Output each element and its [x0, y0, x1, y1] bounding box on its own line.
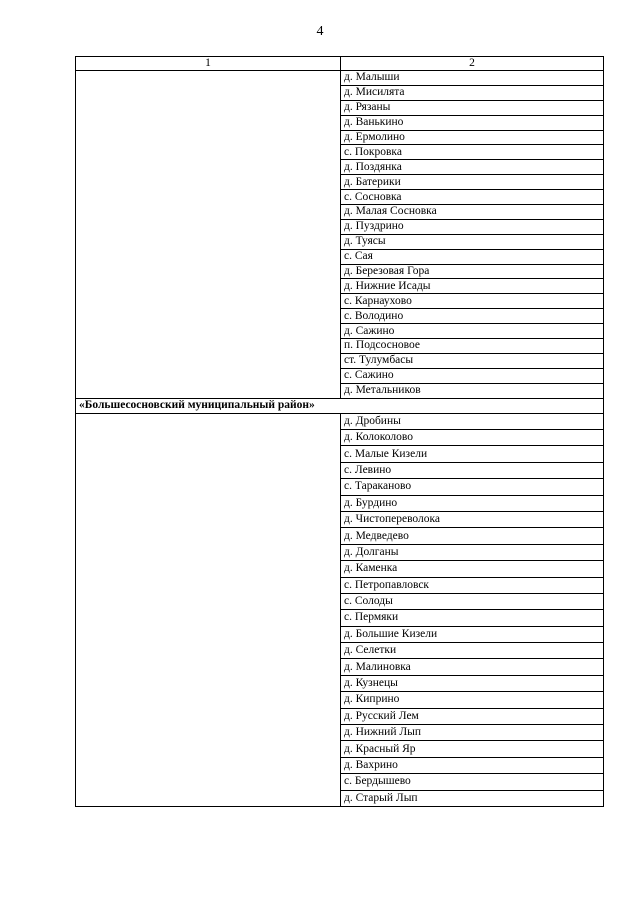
settlement-cell: д. Киприно: [341, 692, 604, 708]
settlement-cell: с. Бердышево: [341, 774, 604, 790]
settlement-cell: д. Каменка: [341, 561, 604, 577]
settlement-cell: с. Карнаухово: [341, 294, 604, 309]
section-title: «Большесосновский муниципальный район»: [76, 398, 604, 413]
settlement-cell: д. Нижние Исады: [341, 279, 604, 294]
settlement-cell: д. Большие Кизели: [341, 626, 604, 642]
settlement-cell: с. Солоды: [341, 593, 604, 609]
table-header-row: [76, 57, 604, 71]
column-header-2: 2: [341, 57, 604, 71]
settlement-cell: с. Сая: [341, 249, 604, 264]
settlement-cell: с. Левино: [341, 462, 604, 478]
settlement-cell: п. Подсосновое: [341, 339, 604, 354]
settlement-cell: д. Пуздрино: [341, 219, 604, 234]
settlement-cell: д. Рязаны: [341, 100, 604, 115]
settlement-cell: д. Дробины: [341, 413, 604, 429]
settlement-cell: с. Петропавловск: [341, 577, 604, 593]
page-number: 4: [316, 24, 324, 39]
settlement-cell: д. Мисилята: [341, 85, 604, 100]
settlement-cell: с. Покровка: [341, 145, 604, 160]
settlement-cell: д. Сажино: [341, 324, 604, 339]
settlement-cell: д. Вахрино: [341, 757, 604, 773]
settlement-cell: д. Нижний Лып: [341, 725, 604, 741]
settlement-cell: с. Сажино: [341, 368, 604, 383]
settlement-cell: д. Туясы: [341, 234, 604, 249]
settlement-cell: д. Метальников: [341, 383, 604, 398]
settlement-cell: д. Малиновка: [341, 659, 604, 675]
district-column-cell: [76, 71, 341, 399]
district-column-cell: [76, 413, 341, 806]
settlement-cell: д. Чистопереволока: [341, 511, 604, 527]
section-row: [76, 398, 604, 413]
settlement-cell: д. Селетки: [341, 643, 604, 659]
settlement-cell: с. Тараканово: [341, 479, 604, 495]
table-row: [76, 413, 604, 429]
settlements-table-body: [76, 57, 604, 807]
settlement-cell: д. Колоколово: [341, 429, 604, 445]
settlement-cell: д. Батерики: [341, 175, 604, 190]
column-header-1: 1: [76, 57, 341, 71]
settlement-cell: с. Малые Кизели: [341, 446, 604, 462]
settlement-cell: д. Бурдино: [341, 495, 604, 511]
settlement-cell: д. Долганы: [341, 544, 604, 560]
settlement-cell: д. Красный Яр: [341, 741, 604, 757]
settlement-cell: д. Ермолино: [341, 130, 604, 145]
settlement-cell: с. Пермяки: [341, 610, 604, 626]
settlement-cell: с. Володино: [341, 309, 604, 324]
settlement-cell: д. Старый Лып: [341, 790, 604, 806]
settlement-cell: д. Медведево: [341, 528, 604, 544]
settlement-cell: д. Русский Лем: [341, 708, 604, 724]
settlement-cell: д. Малая Сосновка: [341, 205, 604, 220]
settlements-table: [75, 56, 604, 807]
settlement-cell: д. Березовая Гора: [341, 264, 604, 279]
settlement-cell: д. Кузнецы: [341, 675, 604, 691]
table-row: [76, 71, 604, 86]
settlement-cell: д. Ванькино: [341, 115, 604, 130]
settlement-cell: ст. Тулумбасы: [341, 353, 604, 368]
settlement-cell: д. Малыши: [341, 71, 604, 86]
settlement-cell: с. Сосновка: [341, 190, 604, 205]
settlement-cell: д. Поздянка: [341, 160, 604, 175]
